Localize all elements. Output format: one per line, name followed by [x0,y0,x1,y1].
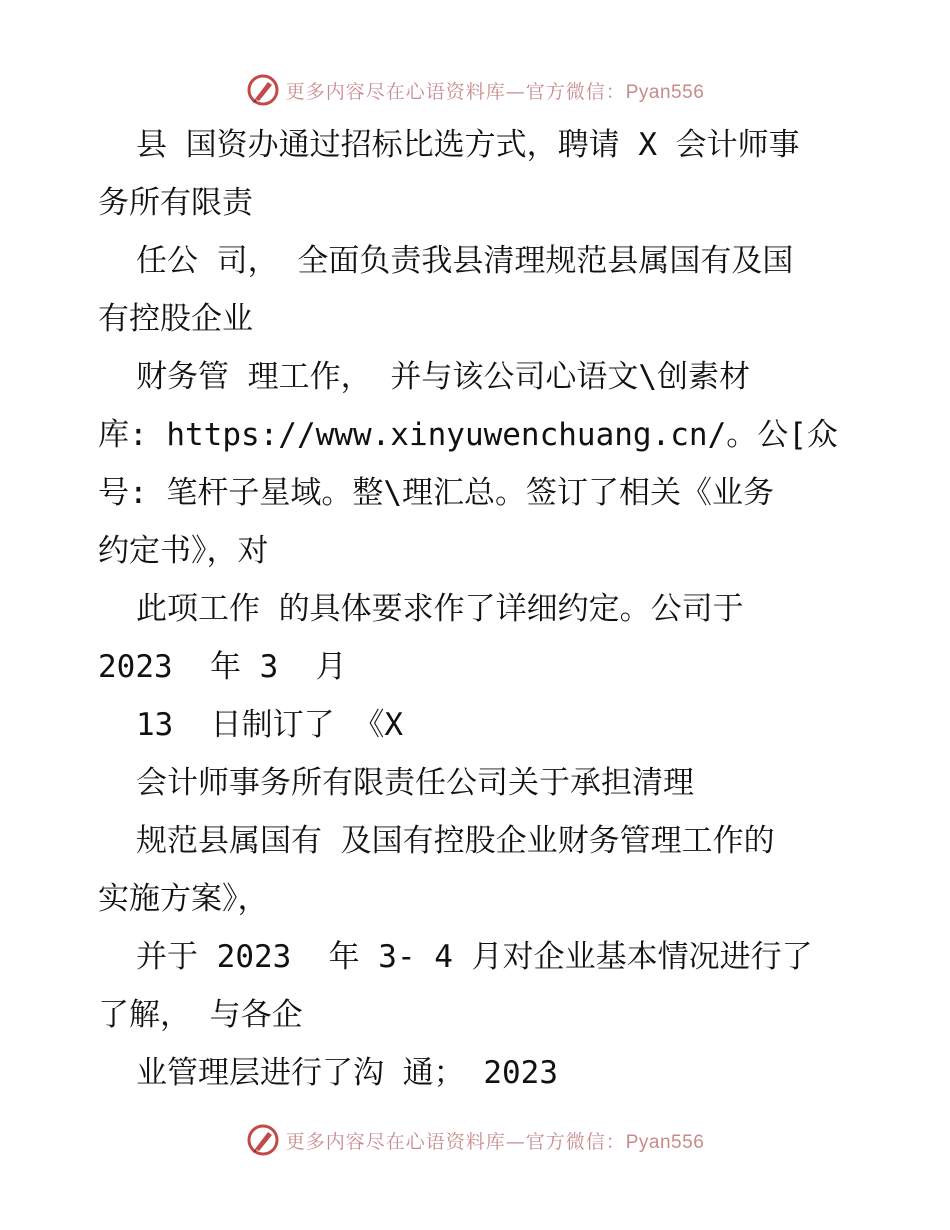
text-line: 有控股企业 [98,301,253,337]
banner-text: 更多内容尽在心语资料库—官方微信： [285,1130,626,1153]
text-line: 业管理层进行了沟 通； 2023 [136,1055,558,1091]
text-line: 实施方案》， [98,881,269,917]
pen-logo-icon [246,73,280,107]
text-line: 库: https://www.xinyuwenchuang.cn/。公[众 [98,417,838,453]
text-line: 会计师事务所有限责任公司关于承担清理 [136,765,694,801]
banner-text: 更多内容尽在心语资料库—官方微信： [285,80,626,103]
footer-banner [0,1120,950,1160]
text-line: 县 国资办通过招标比选方式，聘请 X 会计师事 [136,127,800,163]
text-line: 规范县属国有 及国有控股企业财务管理工作的 [136,823,775,859]
header-banner [0,70,950,110]
text-line: 务所有限责 [98,185,253,221]
text-line: 任公 司， 全面负责我县清理规范县属国有及国 [136,243,794,279]
document-body [98,116,858,1102]
text-line: 2023 年 3 月 [98,649,347,685]
text-line: 了解， 与各企 [98,997,303,1033]
text-line: 号: 笔杆子星域。整\理汇总。签订了相关《业务 [98,475,774,511]
text-line: 并于 2023 年 3- 4 月对企业基本情况进行了 [136,939,813,975]
text-line: 13 日制订了 《X [136,707,403,743]
banner-wechat-id: Pyan556 [625,1131,705,1153]
text-line: 此项工作 的具体要求作了详细约定。公司于 [136,591,744,627]
banner-wechat-id: Pyan556 [625,81,705,103]
text-line: 约定书》，对 [98,533,269,569]
text-line: 财务管 理工作， 并与该公司心语文\创素材 [136,359,750,395]
pen-logo-icon [246,1123,280,1157]
